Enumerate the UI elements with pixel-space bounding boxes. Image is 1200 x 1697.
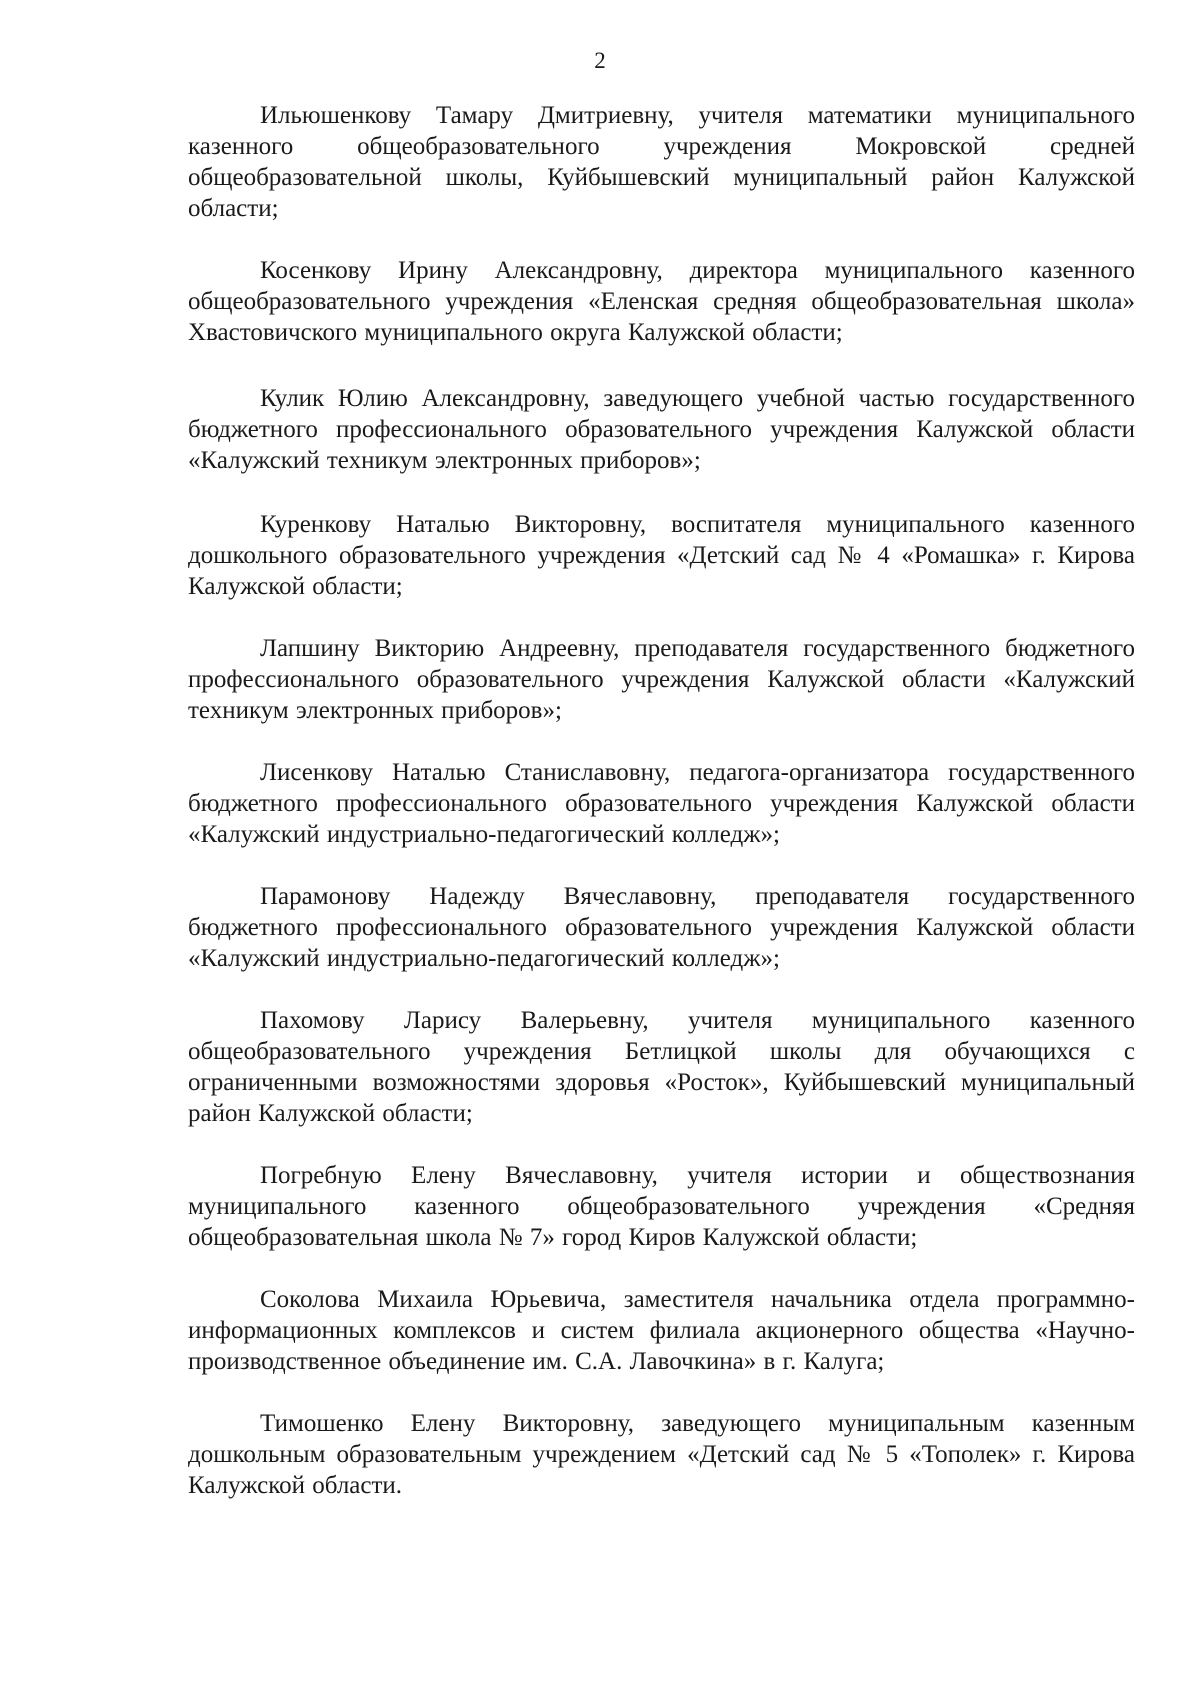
entries-list xyxy=(188,100,1135,1532)
page-number: 2 xyxy=(594,48,606,73)
list-item: Косенкову Ирину Александровну, директора муниципального казенного общеобразовательного учреждения «Еленская средняя общеобразовательная школа» Хвастовичского муниципального округа Калужской области; xyxy=(188,257,1135,346)
list-item: Пахомову Ларису Валерьевну, учителя муниципального казенного общеобразовательного учреждения Бетлицкой школы для обучающихся с ограниченными возможностями здоровья «Росток», Куйбышевский муниципальный район Калужской области; xyxy=(188,1007,1135,1127)
list-item: Куренкову Наталью Викторовну, воспитателя муниципального казенного дошкольного образовательного учреждения «Детский сад № 4 «Ромашка» г. Кирова Калужской области; xyxy=(188,511,1135,600)
list-item: Лисенкову Наталью Станиславовну, педагога-организатора государственного бюджетного профессионального образовательного учреждения Калужской области «Калужский индустриально-педагогический колледж»; xyxy=(188,759,1135,848)
list-item: Тимошенко Елену Викторовну, заведующего муниципальным казенным дошкольным образовательным учреждением «Детский сад № 5 «Тополек» г. Кирова Калужской области. xyxy=(188,1410,1135,1499)
list-item: Ильюшенкову Тамару Дмитриевну, учителя математики муниципального казенного общеобразовательного учреждения Мокровской средней общеобразовательной школы, Куйбышевский муниципальный район Калужской области; xyxy=(188,102,1135,222)
list-item: Погребную Елену Вячеславовну, учителя истории и обществознания муниципального казенного общеобразовательного учреждения «Средняя общеобразовательная школа № 7» город Киров Калужской области; xyxy=(188,1162,1135,1251)
list-item: Лапшину Викторию Андреевну, преподавателя государственного бюджетного профессионального образовательного учреждения Калужской области «Калужский техникум электронных приборов»; xyxy=(188,635,1135,724)
list-item: Кулик Юлию Александровну, заведующего учебной частью государственного бюджетного профессионального образовательного учреждения Калужской области «Калужский техникум электронных приборов»; xyxy=(188,385,1135,474)
list-item: Парамонову Надежду Вячеславовну, преподавателя государственного бюджетного профессионального образовательного учреждения Калужской области «Калужский индустриально-педагогический колледж»; xyxy=(188,883,1135,972)
list-item: Соколова Михаила Юрьевича, заместителя начальника отдела программно-информационных комплексов и систем филиала акционерного общества «Научно-производственное объединение им. С.А. Лавочкина» в г. Калуга; xyxy=(188,1286,1135,1375)
